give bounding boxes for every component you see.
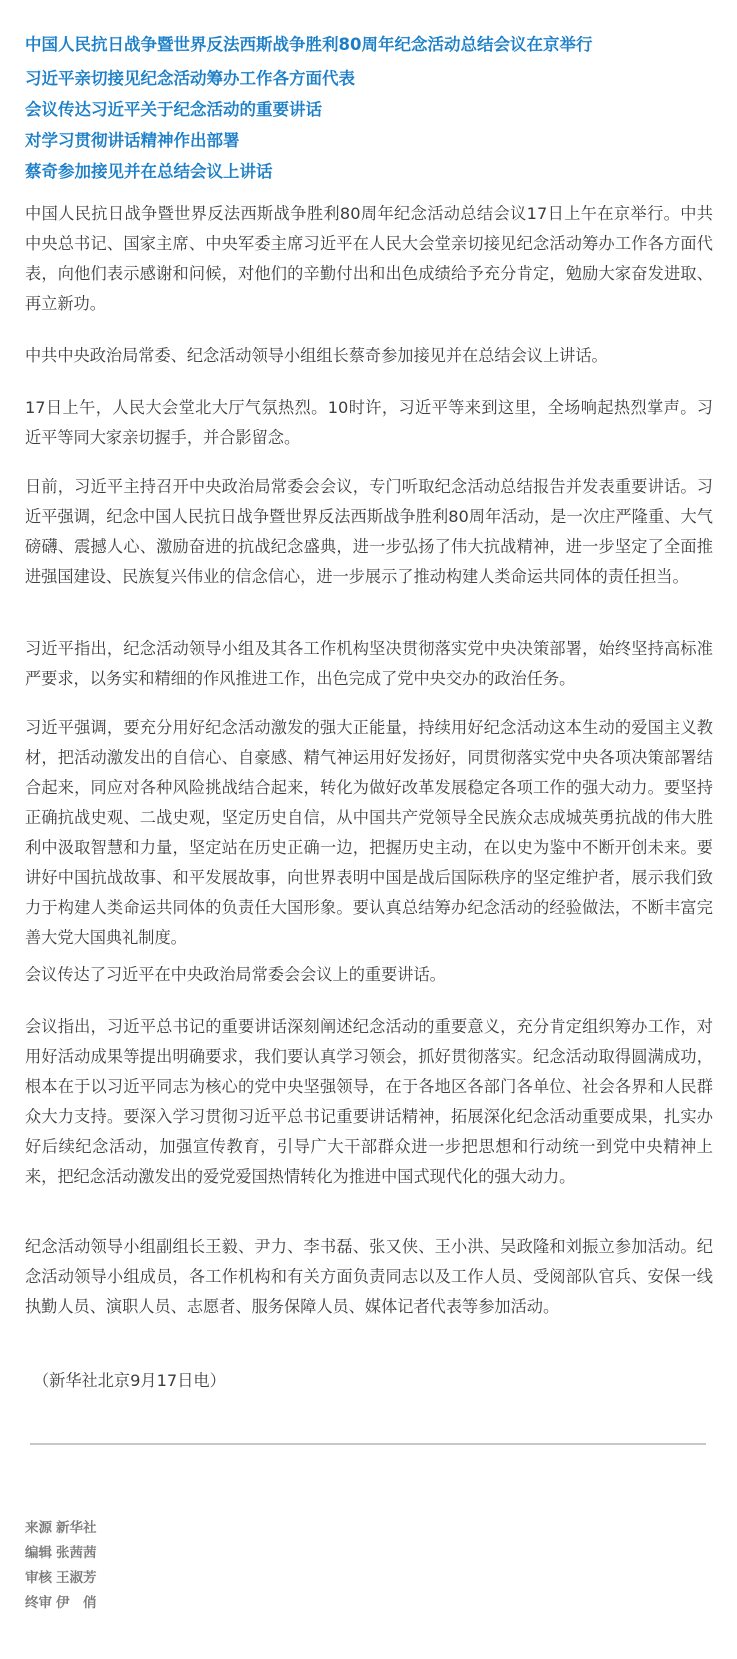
credit-reviewer (25, 1568, 97, 1588)
paragraph-4: 日前，习近平主持召开中央政治局常委会会议，专门听取纪念活动总结报告并发表重要讲话。习近平强调，纪念中国人民抗日战争暨世界反法西斯战争胜利80周年活动，是一次庄严隆重、大气磅礴、震撼人心、激励奋进的抗战纪念盛典，进一步弘扬了伟大抗战精神，进一步坚定了全面推进强国建设、民族复兴伟业的信念信心，进一步展示了推动构建人类命运共同体的责任担当。 (25, 477, 713, 586)
paragraph-9: 纪念活动领导小组副组长王毅、尹力、李书磊、张又侠、王小洪、吴政隆和刘振立参加活动。纪念活动领导小组成员，各工作机构和有关方面负责同志以及工作人员、受阅部队官兵、安保一线执勤人员、演职人员、志愿者、服务保障人员、媒体记者代表等参加活动。 (25, 1237, 713, 1316)
credit-source-value: 新华社 (56, 1520, 97, 1536)
credit-editor (25, 1543, 97, 1563)
paragraph-7: 会议传达了习近平在中央政治局常委会会议上的重要讲话。 (25, 965, 446, 984)
paragraph-1: 中国人民抗日战争暨世界反法西斯战争胜利80周年纪念活动总结会议17日上午在京举行。中共中央总书记、国家主席、中央军委主席习近平在人民大会堂亲切接见纪念活动筹办工作各方面代表，向他们表示感谢和问候，对他们的辛勤付出和出色成绩给予充分肯定，勉励大家奋发进取、再立新功。 (25, 204, 713, 313)
credit-editor-value: 张茜茜 (56, 1545, 97, 1561)
paragraph-3: 17日上午，人民大会堂北大厅气氛热烈。10时许，习近平等来到这里，全场响起热烈掌声。习近平等同大家亲切握手，并合影留念。 (25, 398, 713, 447)
credit-final-reviewer (25, 1593, 97, 1613)
credit-reviewer-value: 王淑芳 (56, 1570, 97, 1586)
paragraph-8: 会议指出，习近平总书记的重要讲话深刻阐述纪念活动的重要意义，充分肯定组织筹办工作，对用好活动成果等提出明确要求，我们要认真学习领会，抓好贯彻落实。纪念活动取得圆满成功，根本在于以习近平同志为核心的党中央坚强领导，在于各地区各部门各单位、社会各界和人民群众大力支持。要深入学习贯彻习近平总书记重要讲话精神，拓展深化纪念活动重要成果，扎实办好后续纪念活动，加强宣传教育，引导广大干部群众进一步把思想和行动统一到党中央精神上来，把纪念活动激发出的爱党爱国热情转化为推进中国式现代化的强大动力。 (25, 1017, 713, 1186)
credit-source-label: 来源 (25, 1520, 52, 1536)
divider (30, 1443, 706, 1445)
headline-sub-2: 会议传达习近平关于纪念活动的重要讲话 (25, 100, 322, 119)
paragraph-6: 习近平强调，要充分用好纪念活动激发的强大正能量，持续用好纪念活动这本生动的爱国主义教材，把活动激发出的自信心、自豪感、精气神运用好发扬好，同贯彻落实党中央各项决策部署结合起来，同应对各种风险挑战结合起来，转化为做好改革发展稳定各项工作的强大动力。要坚持正确抗战史观、二战史观，坚定历史自信，从中国共产党领导全民族众志成城英勇抗战的伟大胜利中汲取智慧和力量，坚定站在历史正确一边，把握历史主动，在以史为鉴中不断开创未来。要讲好中国抗战故事、和平发展故事，向世界表明中国是战后国际秩序的坚定维护者，展示我们致力于构建人类命运共同体的负责任大国形象。要认真总结筹办纪念活动的经验做法，不断丰富完善大党大国典礼制度。 (25, 718, 713, 947)
credit-source (25, 1518, 97, 1538)
headline-sub-1: 习近平亲切接见纪念活动筹办工作各方面代表 (25, 69, 355, 88)
credit-final-reviewer-label: 终审 (25, 1595, 52, 1611)
headline-sub-3: 对学习贯彻讲话精神作出部署 (25, 131, 240, 150)
headline-main: 中国人民抗日战争暨世界反法西斯战争胜利80周年纪念活动总结会议在京举行 (25, 35, 593, 54)
headline-sub-4: 蔡奇参加接见并在总结会议上讲话 (25, 162, 273, 181)
credit-reviewer-label: 审核 (25, 1570, 52, 1586)
credit-editor-label: 编辑 (25, 1545, 52, 1561)
dateline: （新华社北京9月17日电） (33, 1371, 226, 1390)
paragraph-2: 中共中央政治局常委、纪念活动领导小组组长蔡奇参加接见并在总结会议上讲话。 (25, 346, 608, 365)
credit-final-reviewer-value: 伊 俏 (56, 1595, 97, 1611)
paragraph-5: 习近平指出，纪念活动领导小组及其各工作机构坚决贯彻落实党中央决策部署，始终坚持高标准严要求，以务实和精细的作风推进工作，出色完成了党中央交办的政治任务。 (25, 639, 713, 688)
